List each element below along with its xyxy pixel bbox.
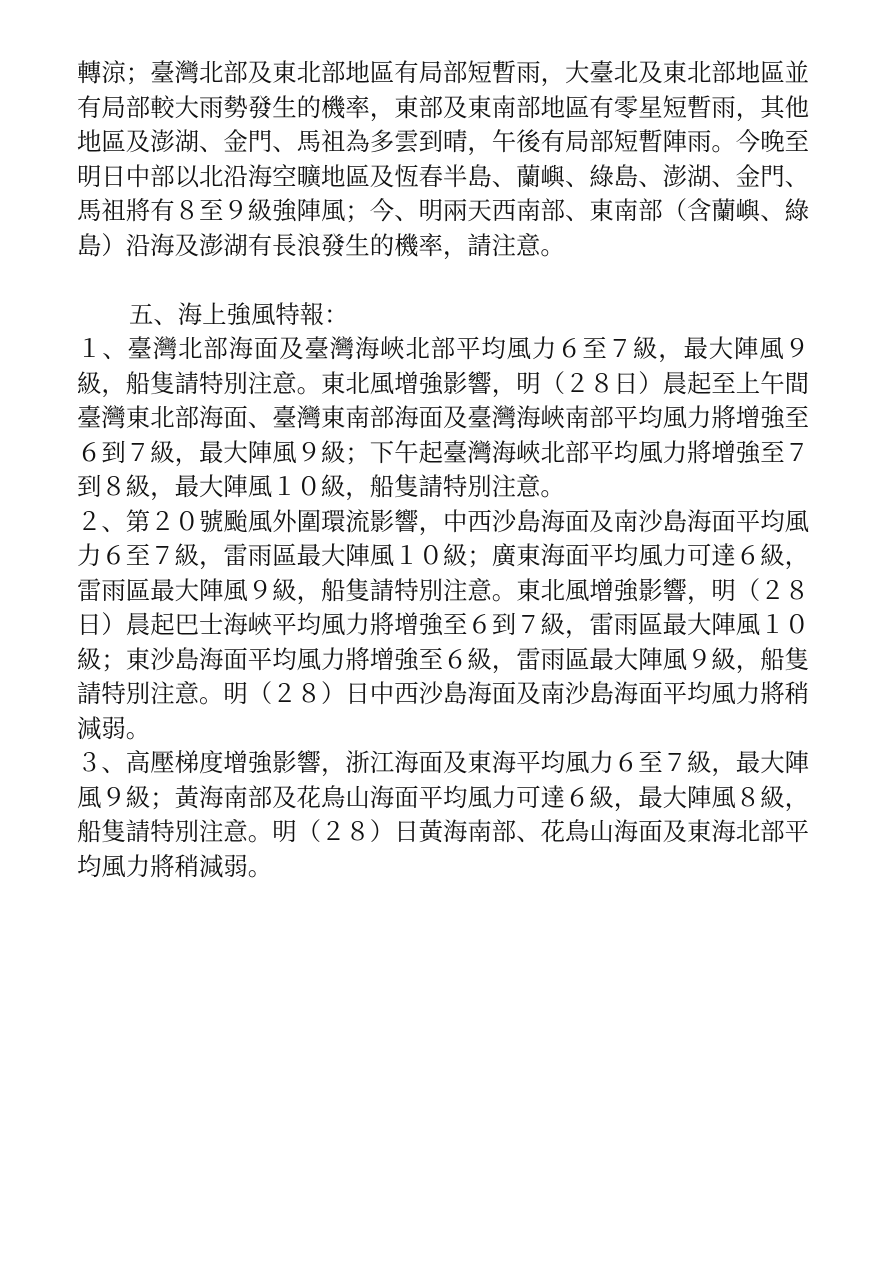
list-item-3: ３、高壓梯度增強影響，浙江海面及東海平均風力６至７級，最大陣風９級；黃海南部及花鳥山海面平均風力可達６級，最大陣風８級，船隻請特別注意。明（２８）日黃海南部、花鳥山海面及東海北部平均風力將稍減弱。 <box>77 748 809 881</box>
list-item-1: １、臺灣北部海面及臺灣海峽北部平均風力６至７級，最大陣風９級，船隻請特別注意。東北風增強影響，明（２８日）晨起至上午間臺灣東北部海面、臺灣東南部海面及臺灣海峽南部平均風力將增強至６到７級，最大陣風９級；下午起臺灣海峽北部平均風力將增強至７到８級，最大陣風１０級，船隻請特別注意。 <box>77 334 809 501</box>
document-page <box>77 56 809 884</box>
intro-paragraph: 轉涼；臺灣北部及東北部地區有局部短暫雨，大臺北及東北部地區並有局部較大雨勢發生的機率，東部及東南部地區有零星短暫雨，其他地區及澎湖、金門、馬祖為多雲到晴，午後有局部短暫陣雨。今晚至明日中部以北沿海空曠地區及恆春半島、蘭嶼、綠島、澎湖、金門、馬祖將有８至９級強陣風；今、明兩天西南部、東南部（含蘭嶼、綠島）沿海及澎湖有長浪發生的機率，請注意。 <box>77 58 809 260</box>
section-heading: 五、海上強風特報： <box>129 299 349 329</box>
paragraph-gap <box>77 263 809 298</box>
list-item-2: ２、第２０號颱風外圍環流影響，中西沙島海面及南沙島海面平均風力６至７級，雷雨區最大陣風１０級；廣東海面平均風力可達６級，雷雨區最大陣風９級，船隻請特別注意。東北風增強影響，明（２８日）晨起巴士海峽平均風力將增強至６到７級，雷雨區最大陣風１０級；東沙島海面平均風力將增強至６級，雷雨區最大陣風９級，船隻請特別注意。明（２８）日中西沙島海面及南沙島海面平均風力將稍減弱。 <box>77 506 809 743</box>
